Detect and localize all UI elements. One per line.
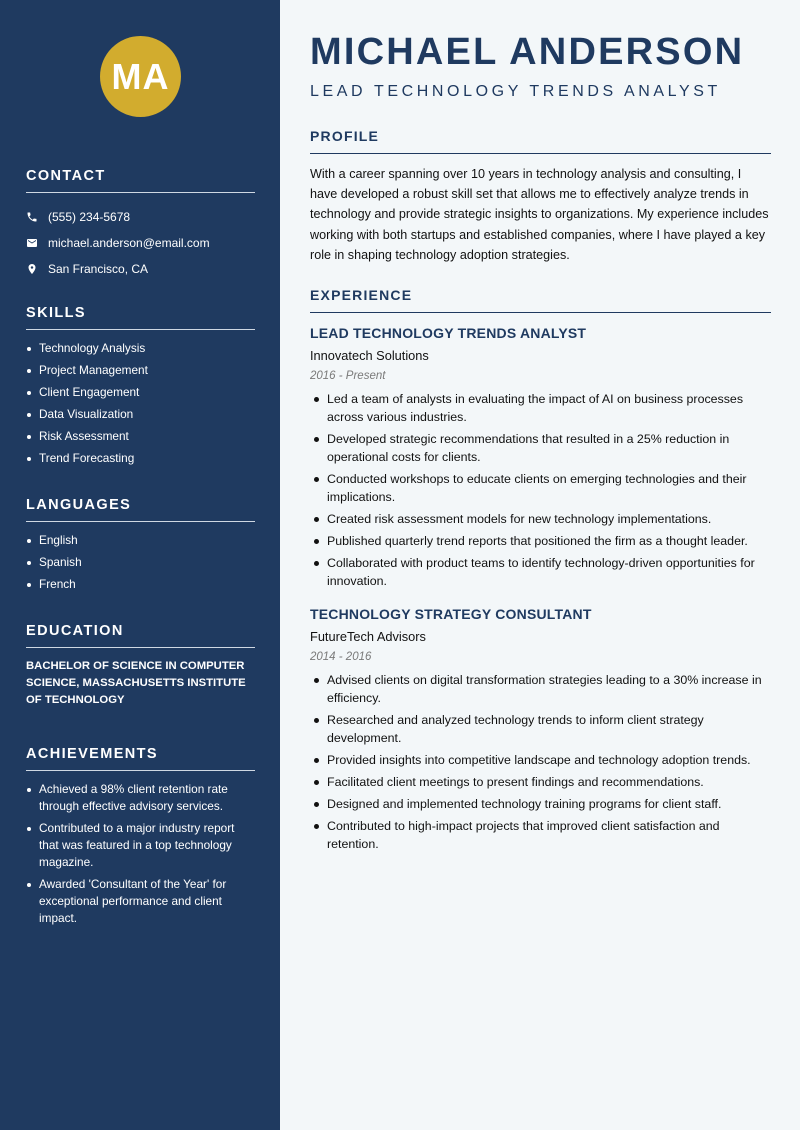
achievements-heading: ACHIEVEMENTS (26, 746, 255, 771)
list-item: Client Engagement (26, 384, 255, 401)
list-item: Trend Forecasting (26, 450, 255, 467)
education-section (26, 623, 255, 709)
job-title: TECHNOLOGY STRATEGY CONSULTANT (310, 606, 592, 622)
list-item: Designed and implemented technology training programs for client staff. (310, 795, 771, 813)
email-text: michael.anderson@email.com (48, 236, 210, 250)
list-item: Contributed to a major industry report that was featured in a top technology magazine. (26, 820, 255, 871)
job-bullets (310, 671, 771, 853)
contact-phone (26, 204, 255, 230)
contact-location (26, 256, 255, 282)
candidate-name: MICHAEL ANDERSON (310, 31, 745, 73)
contact-list (26, 204, 255, 282)
profile-text: With a career spanning over 10 years in technology analysis and consulting, I have developed a robust skill set that allows me to effectively analyze trends in technology and provide strategic insights to organizations. My experience includes working with both startups and established companies, where I have played a key role in shaping technology adoption strategies. (310, 167, 769, 262)
list-item: Provided insights into competitive landscape and technology adoption trends. (310, 751, 771, 769)
mail-icon (26, 237, 48, 249)
job-entry (310, 606, 771, 853)
list-item: Contributed to high-impact projects that improved client satisfaction and retention. (310, 817, 771, 853)
list-item: Technology Analysis (26, 340, 255, 357)
candidate-title: LEAD TECHNOLOGY TRENDS ANALYST (310, 83, 721, 100)
job-entry (310, 325, 771, 590)
experience-heading: EXPERIENCE (310, 287, 771, 313)
skills-heading: SKILLS (26, 305, 255, 330)
profile-section (310, 128, 771, 265)
job-title: LEAD TECHNOLOGY TRENDS ANALYST (310, 325, 587, 341)
list-item: Created risk assessment models for new technology implementations. (310, 510, 771, 528)
job-company: FutureTech Advisors (310, 629, 426, 644)
avatar: MA (100, 36, 181, 117)
experience-section (310, 287, 771, 857)
sidebar (0, 0, 280, 1130)
languages-list (26, 532, 255, 593)
list-item: Led a team of analysts in evaluating the impact of AI on business processes across various industries. (310, 390, 771, 426)
list-item: Data Visualization (26, 406, 255, 423)
list-item: Conducted workshops to educate clients on emerging technologies and their implications. (310, 470, 771, 506)
location-text: San Francisco, CA (48, 262, 149, 276)
education-degree: BACHELOR OF SCIENCE IN COMPUTER SCIENCE, MASSACHUSETTS INSTITUTE OF TECHNOLOGY (26, 660, 246, 706)
list-item: Awarded 'Consultant of the Year' for exceptional performance and client impact. (26, 876, 255, 927)
list-item: Published quarterly trend reports that positioned the firm as a thought leader. (310, 532, 771, 550)
profile-heading: PROFILE (310, 128, 771, 154)
contact-section (26, 168, 255, 282)
skills-section (26, 305, 255, 472)
contact-email (26, 230, 255, 256)
phone-icon (26, 211, 48, 223)
list-item: English (26, 532, 255, 549)
phone-text: (555) 234-5678 (48, 210, 131, 224)
list-item: Researched and analyzed technology trends to inform client strategy development. (310, 711, 771, 747)
achievements-list (26, 781, 255, 927)
list-item: Facilitated client meetings to present findings and recommendations. (310, 773, 771, 791)
languages-heading: LANGUAGES (26, 497, 255, 522)
contact-heading: CONTACT (26, 168, 255, 193)
list-item: French (26, 576, 255, 593)
list-item: Collaborated with product teams to identify technology-driven opportunities for innovation. (310, 554, 771, 590)
languages-section (26, 497, 255, 598)
education-heading: EDUCATION (26, 623, 255, 648)
list-item: Risk Assessment (26, 428, 255, 445)
job-bullets (310, 390, 771, 590)
list-item: Developed strategic recommendations that resulted in a 25% reduction in operational costs for clients. (310, 430, 771, 466)
list-item: Advised clients on digital transformation strategies leading to a 30% increase in efficiency. (310, 671, 771, 707)
list-item: Spanish (26, 554, 255, 571)
skills-list (26, 340, 255, 467)
list-item: Project Management (26, 362, 255, 379)
job-dates: 2014 - 2016 (310, 651, 372, 663)
achievements-section (26, 746, 255, 932)
location-pin-icon (26, 263, 48, 275)
list-item: Achieved a 98% client retention rate through effective advisory services. (26, 781, 255, 815)
job-dates: 2016 - Present (310, 370, 386, 382)
job-company: Innovatech Solutions (310, 348, 429, 363)
